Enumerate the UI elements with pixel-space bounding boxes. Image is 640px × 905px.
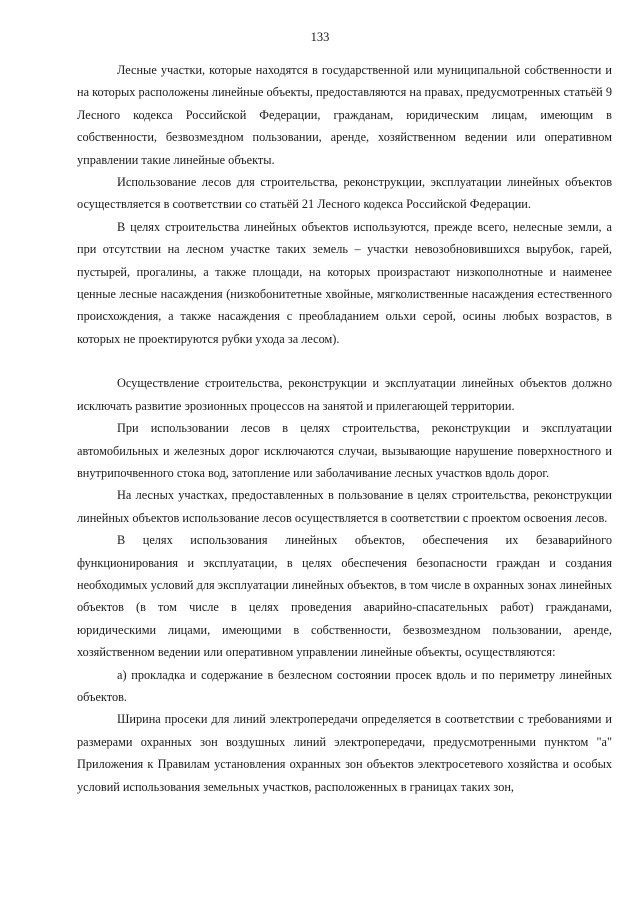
paragraph-8: а) прокладка и содержание в безлесном состоянии просек вдоль и по периметру линейных объектов. [77,667,612,704]
paragraph-5: При использовании лесов в целях строительства, реконструкции и эксплуатации автомобильных и железных дорог исключаются случаи, вызывающие нарушение поверхностного и внутрипочвенного стока вод, затопление или заболачивание лесных участков вдоль дорог. [77,421,612,480]
page-number: 133 [310,30,330,44]
paragraph-1: Лесные участки, которые находятся в государственной или муниципальной собственности и на которых расположены линейные объекты, предоставляются на правах, предусмотренных статьёй 9 Лесного кодекса Российской Федерации, гражданам, юридическим лицам, имеющим в собственности, безвозмездном пользовании, аренде, хозяйственном ведении или оперативном управлении такие линейные объекты. [77,63,612,167]
paragraph-2: Использование лесов для строительства, реконструкции, эксплуатации линейных объектов осуществляется в соответствии со статьёй 21 Лесного кодекса Российской Федерации. [77,175,612,212]
paragraph-3: В целях строительства линейных объектов используются, прежде всего, нелесные земли, а при отсутствии на лесном участке таких земель – участки невозобновившихся вырубок, гарей, пустырей, прогалины, а также площади, на которых произрастают низкополнотные и наименее ценные лесные насаждения (низкобонитетные хвойные, мягколиственные насаждения естественного происхождения, а также насаждения с преобладанием ольхи серой, осины любых возрастов, в которых не проектируются рубки ухода за лесом). [77,219,612,346]
paragraph-4: Осуществление строительства, реконструкции и эксплуатации линейных объектов должно исключать развитие эрозионных процессов на занятой и прилегающей территории. [77,376,612,413]
body-text [77,59,612,798]
paragraph-9: Ширина просеки для линий электропередачи определяется в соответствии с требованиями и размерами охранных зон воздушных линий электропередачи, предусмотренными пунктом "а" Приложения к Правилам установления охранных зон объектов электросетевого хозяйства и особых условий использования земельных участков, расположенных в границах таких зон, [77,712,612,794]
paragraph-7: В целях использования линейных объектов, обеспечения их безаварийного функционирования и эксплуатации, в целях обеспечения безопасности граждан и создания необходимых условий для эксплуатации линейных объектов, в том числе в охранных зонах линейных объектов (в том числе в целях проведения аварийно-спасательных работ) гражданами, юридическими лицами, имеющими в собственности, безвозмездном пользовании, аренде, хозяйственном ведении или оперативном управлении линейные объекты, осуществляются: [77,533,612,660]
paragraph-6: На лесных участках, предоставленных в пользование в целях строительства, реконструкции линейных объектов использование лесов осуществляется в соответствии с проектом освоения лесов. [77,488,612,525]
